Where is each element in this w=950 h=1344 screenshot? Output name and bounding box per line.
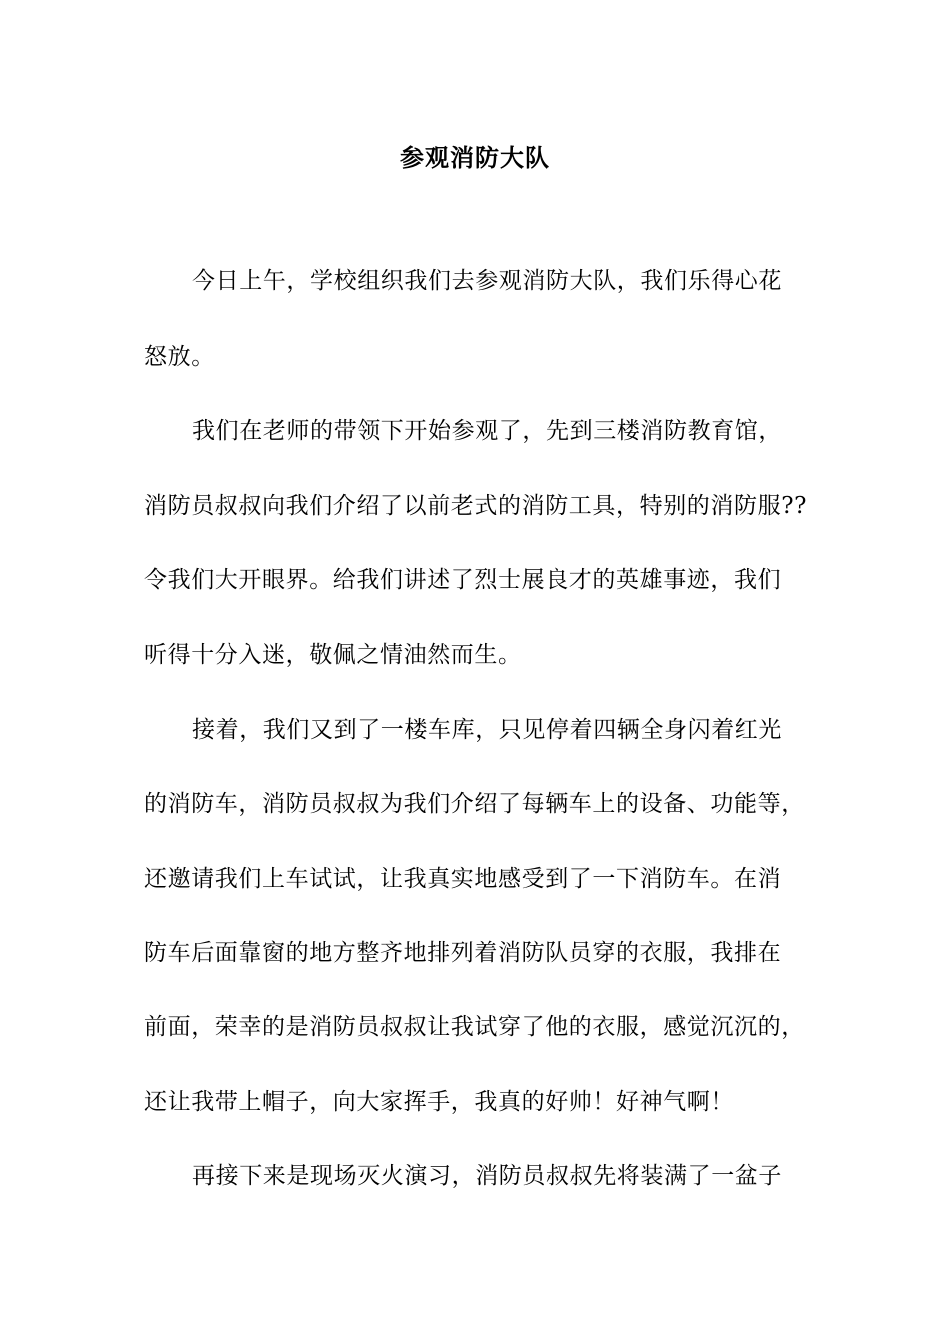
paragraph-3-line-5: 前面，荣幸的是消防员叔叔让我试穿了他的衣服，感觉沉沉的， bbox=[144, 1014, 805, 1040]
paragraph-2-line-3: 令我们大开眼界。给我们讲述了烈士展良才的英雄事迹，我们 bbox=[144, 567, 782, 593]
paragraph-3-line-6: 还让我带上帽子，向大家挥手，我真的好帅！好神气啊！ bbox=[144, 1089, 734, 1115]
paragraph-2-line-2: 消防员叔叔向我们介绍了以前老式的消防工具，特别的消防服?? bbox=[144, 493, 808, 519]
paragraph-3-line-3: 还邀请我们上车试试，让我真实地感受到了一下消防车。在消 bbox=[144, 866, 782, 892]
paragraph-3-line-2: 的消防车，消防员叔叔为我们介绍了每辆车上的设备、功能等， bbox=[144, 791, 805, 817]
paragraph-3-line-4: 防车后面靠窗的地方整齐地排列着消防队员穿的衣服，我排在 bbox=[144, 940, 782, 966]
paragraph-3-line-1: 接着，我们又到了一楼车库，只见停着四辆全身闪着红光 bbox=[192, 717, 782, 743]
paragraph-4-line-1: 再接下来是现场灭火演习，消防员叔叔先将装满了一盆子 bbox=[192, 1163, 782, 1189]
paragraph-1-line-1: 今日上午，学校组织我们去参观消防大队，我们乐得心花 bbox=[192, 268, 782, 294]
paragraph-1-line-2: 怒放。 bbox=[144, 344, 215, 370]
paragraph-2-line-1: 我们在老师的带领下开始参观了，先到三楼消防教育馆， bbox=[192, 418, 782, 444]
document-title: 参观消防大队 bbox=[400, 143, 550, 172]
paragraph-2-line-4: 听得十分入迷，敬佩之情油然而生。 bbox=[144, 642, 522, 668]
